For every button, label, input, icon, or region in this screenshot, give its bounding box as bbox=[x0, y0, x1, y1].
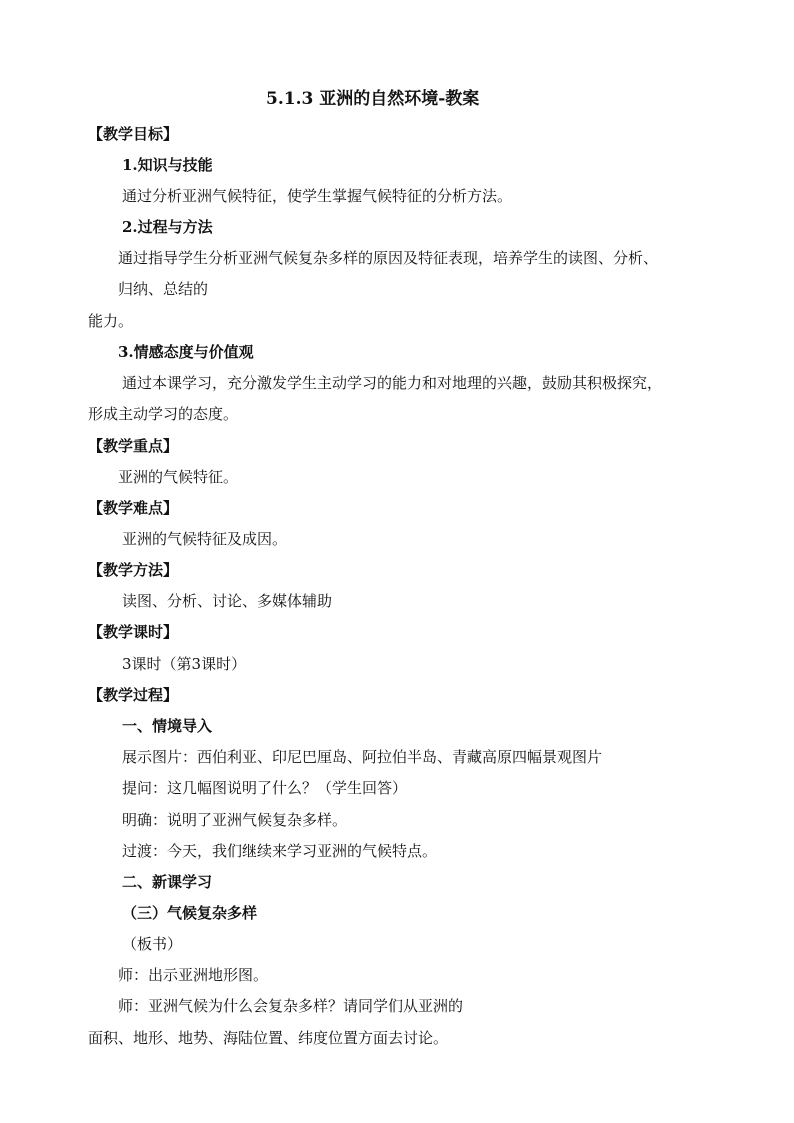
method-text: 读图、分析、讨论、多媒体辅助 bbox=[122, 592, 333, 610]
objective2-text-line1: 通过指导学生分析亚洲气候复杂多样的原因及特征表现，培养学生的读图、分析、 bbox=[118, 249, 659, 267]
section1-line3: 明确：说明了亚洲气候复杂多样。 bbox=[122, 811, 348, 829]
section1-heading: 一、情境导入 bbox=[122, 717, 213, 735]
section2-heading: 二、新课学习 bbox=[122, 873, 213, 891]
hours-text: 3课时（第3课时） bbox=[122, 655, 247, 673]
objective2-text-line2: 归纳、总结的 bbox=[118, 280, 209, 298]
difficulty-text: 亚洲的气候特征及成因。 bbox=[122, 530, 288, 548]
teacher-line1: 师：出示亚洲地形图。 bbox=[118, 966, 269, 984]
objective1-heading: 1.知识与技能 bbox=[122, 156, 213, 174]
objective1-text: 通过分析亚洲气候特征，使学生掌握气候特征的分析方法。 bbox=[122, 187, 513, 205]
difficulty-heading: 【教学难点】 bbox=[88, 499, 179, 517]
subsection3-heading: （三）气候复杂多样 bbox=[122, 904, 258, 922]
objective2-text-line3: 能力。 bbox=[88, 312, 134, 330]
section1-line4: 过渡：今天，我们继续来学习亚洲的气候特点。 bbox=[122, 842, 438, 860]
keypoint-text: 亚洲的气候特征。 bbox=[118, 468, 239, 486]
process-heading: 【教学过程】 bbox=[88, 686, 179, 704]
objective3-text-line1: 通过本课学习，充分激发学生主动学习的能力和对地理的兴趣，鼓励其积极探究， bbox=[122, 374, 663, 392]
section1-line1: 展示图片：西伯利亚、印尼巴厘岛、阿拉伯半岛、青藏高原四幅景观图片 bbox=[122, 748, 603, 766]
objective3-heading: 3.情感态度与价值观 bbox=[118, 343, 254, 361]
hours-heading: 【教学课时】 bbox=[88, 623, 179, 641]
objective3-text-line2: 形成主动学习的态度。 bbox=[88, 405, 239, 423]
teacher-line3: 面积、地形、地势、海陆位置、纬度位置方面去讨论。 bbox=[88, 1029, 449, 1047]
board-note: （板书） bbox=[122, 935, 183, 953]
objectives-heading: 【教学目标】 bbox=[88, 125, 179, 143]
objective2-heading: 2.过程与方法 bbox=[122, 218, 213, 236]
document-title: 5.1.3 亚洲的自然环境-教案 bbox=[266, 89, 480, 109]
section1-line2: 提问：这几幅图说明了什么？（学生回答） bbox=[122, 779, 408, 797]
method-heading: 【教学方法】 bbox=[88, 561, 179, 579]
teacher-line2: 师：亚洲气候为什么会复杂多样？请同学们从亚洲的 bbox=[118, 997, 464, 1015]
keypoint-heading: 【教学重点】 bbox=[88, 437, 179, 455]
